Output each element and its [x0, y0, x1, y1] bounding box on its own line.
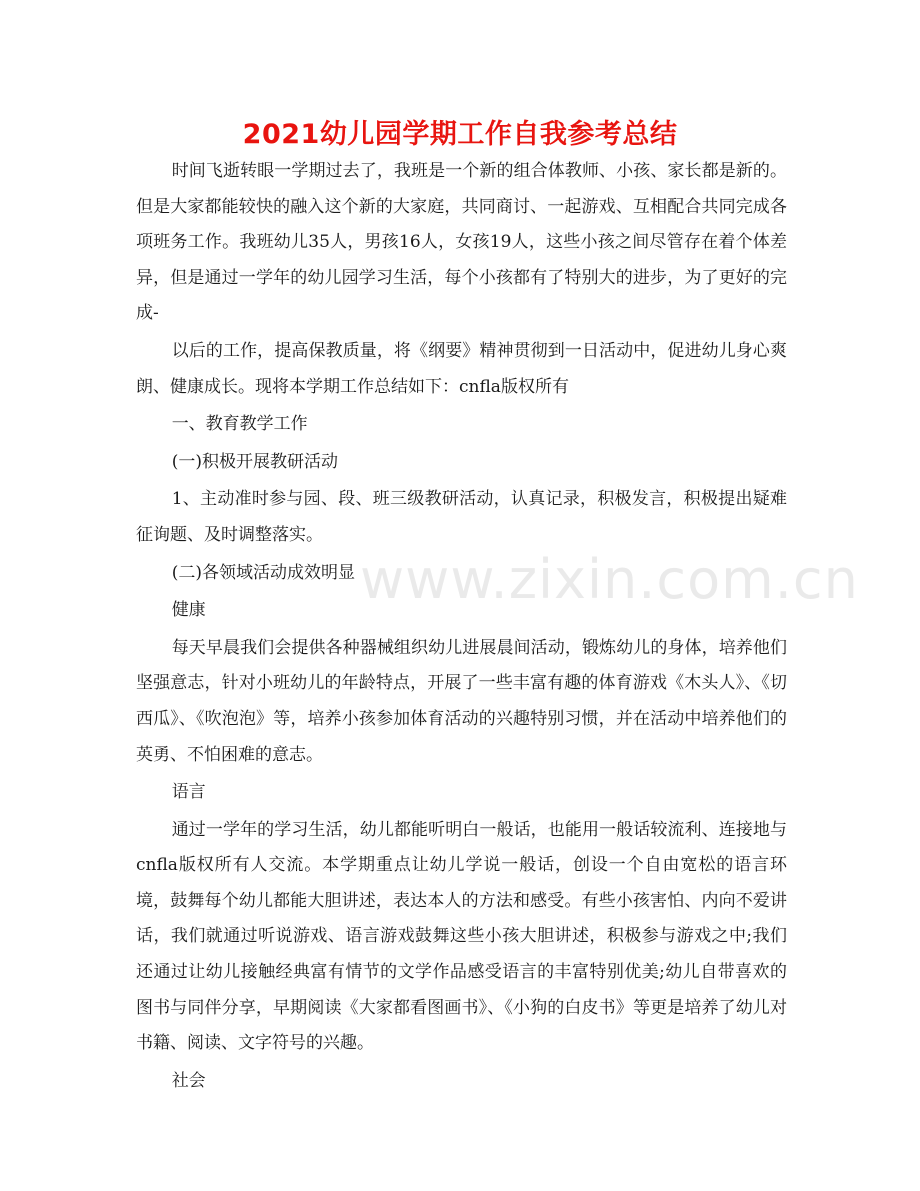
paragraph-health: 每天早晨我们会提供各种器械组织幼儿进展晨间活动，锻炼幼儿的身体，培养他们坚强意志，针对小班幼儿的年龄特点，开展了一些丰富有趣的体育游戏《木头人》、《切西瓜》、《吹泡泡》等，培养小孩参加体育活动的兴趣特别习惯，并在活动中培养他们的英勇、不怕困难的意志。 — [136, 637, 787, 765]
paragraph-intro: 时间飞逝转眼一学期过去了，我班是一个新的组合体教师、小孩、家长都是新的。但是大家都能较快的融入这个新的大家庭，共同商讨、一起游戏、互相配合共同完成各项班务工作。我班幼儿35人，男孩16人，女孩19人，这些小孩之间尽管存在着个体差异，但是通过一学年的幼儿园学习生活，每个小孩都有了特别大的进步，为了更好的完成- — [136, 161, 787, 324]
domain-heading-health: 健康 — [171, 600, 206, 621]
domain-heading-society: 社会 — [171, 1070, 206, 1091]
section-heading-teaching: 一、教育教学工作 — [171, 414, 308, 435]
document-title: 2021幼儿园学期工作自我参考总结 — [242, 119, 678, 150]
subsection-heading-research: (一)积极开展教研活动 — [171, 451, 338, 472]
paragraph-language: 通过一学年的学习生活，幼儿都能听明白一般话，也能用一般话较流利、连接地与cnfla版权所有人交流。本学期重点让幼儿学说一般话，创设一个自由宽松的语言环境，鼓舞每个幼儿都能大胆讲述，表达本人的方法和感受。有些小孩害怕、内向不爱讲话，我们就通过听说游戏、语言游戏鼓舞这些小孩大胆讲述，积极参与游戏之中;我们还通过让幼儿接触经典富有情节的文学作品感受语言的丰富特别优美;幼儿自带喜欢的图书与同伴分享，早期阅读《大家都看图画书》、《小狗的白皮书》等更是培养了幼儿对书籍、阅读、文字符号的兴趣。 — [136, 819, 787, 1054]
watermark: www.zixin.com.cn — [360, 548, 859, 611]
subsection-heading-domains: (二)各领域活动成效明显 — [171, 562, 355, 583]
document-body — [136, 154, 787, 1099]
domain-heading-language: 语言 — [171, 782, 206, 803]
paragraph-intro-continued: 以后的工作，提高保教质量，将《纲要》精神贯彻到一日活动中，促进幼儿身心爽朗、健康成长。现将本学期工作总结如下：cnfla版权所有 — [136, 340, 787, 397]
paragraph-research: 1、主动准时参与园、段、班三级教研活动，认真记录，积极发言，积极提出疑难征询题、及时调整落实。 — [136, 489, 787, 545]
